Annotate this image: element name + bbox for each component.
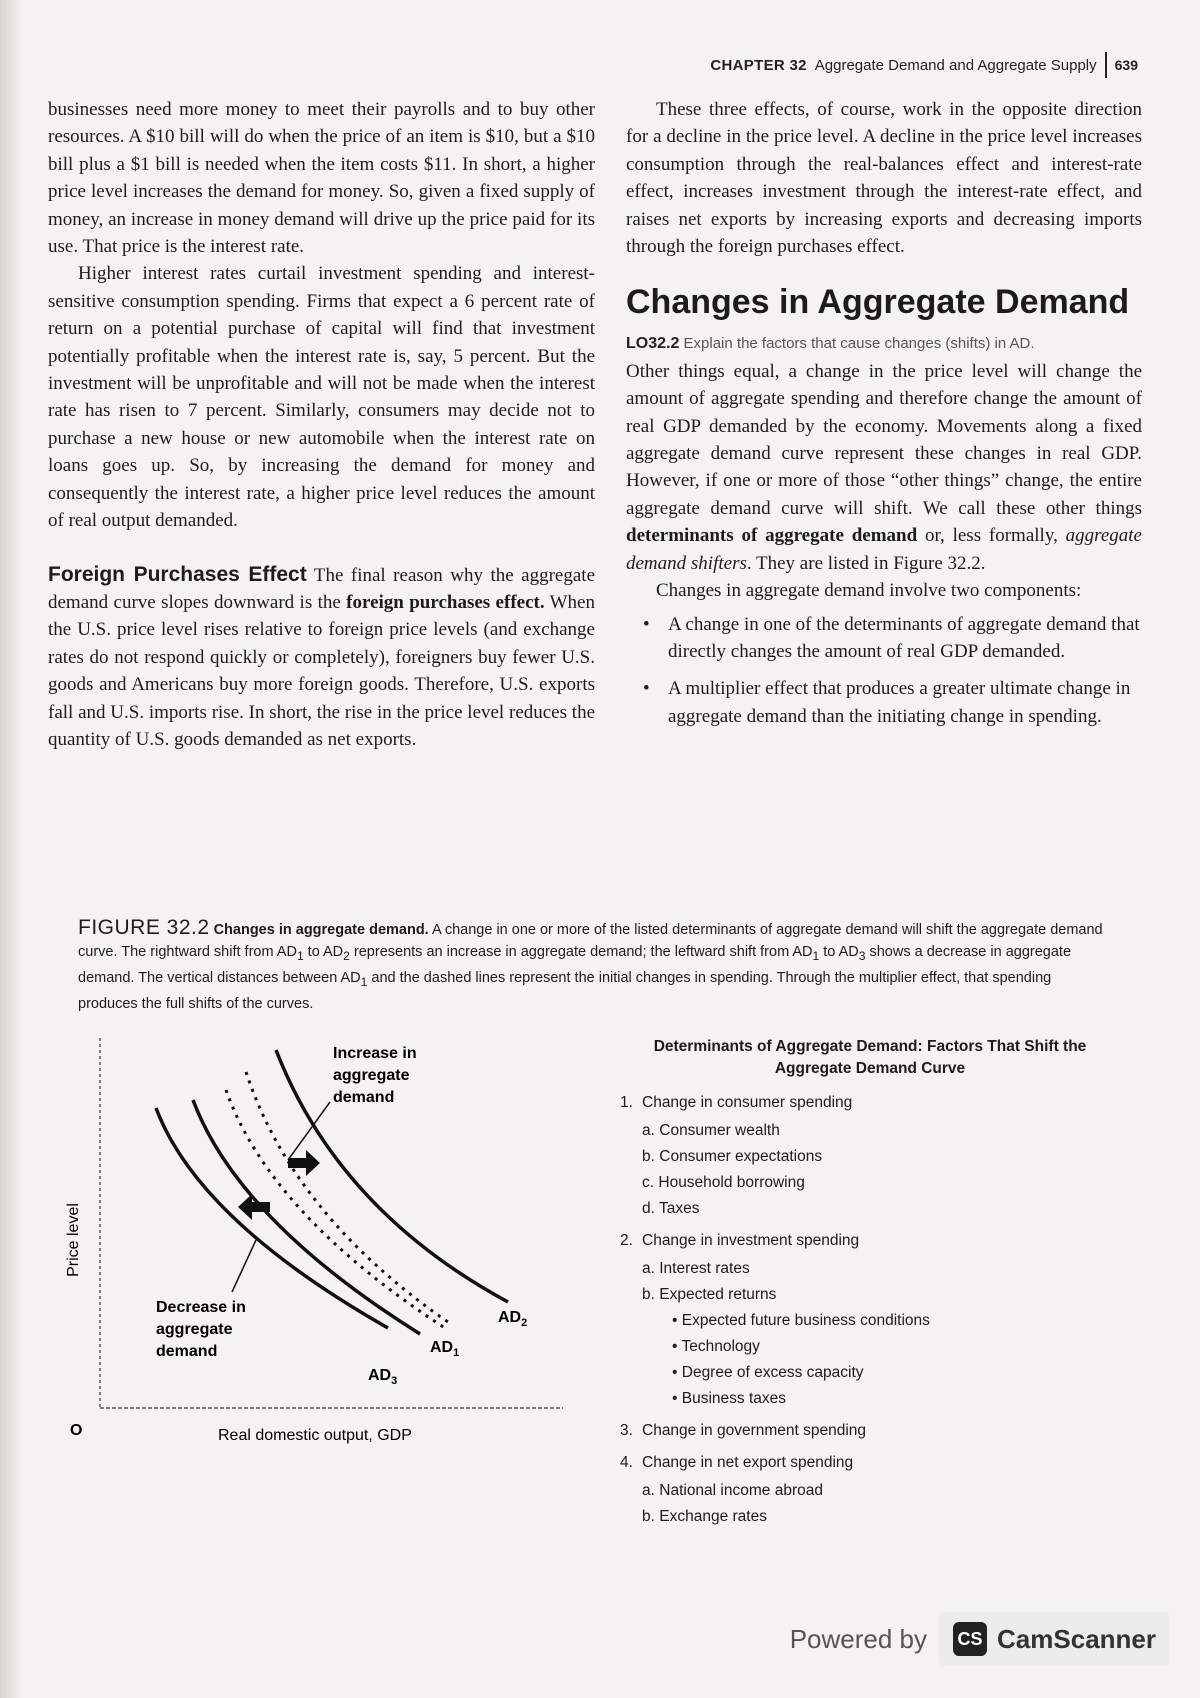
determinants-title: Determinants of Aggregate Demand: Factors That Shift the Aggregate Demand Curve	[653, 1038, 1087, 1077]
foreign-purchases-heading: Foreign Purchases Effect	[48, 562, 307, 586]
components-list	[626, 611, 1142, 731]
decrease-annotation-line1: Decrease in	[156, 1299, 246, 1316]
item-number: 1.	[620, 1094, 633, 1111]
camscanner-watermark	[790, 1612, 1170, 1666]
item-letter: c.	[642, 1174, 655, 1191]
caption-b: to AD	[303, 944, 344, 960]
increase-annotation-line1: Increase in	[333, 1045, 417, 1062]
item-label: Change in consumer spending	[642, 1094, 853, 1111]
determinants-box	[620, 1036, 1120, 1536]
list-item	[642, 1170, 1120, 1196]
lo-number: LO32.2	[626, 335, 680, 353]
camscanner-brand: CamScanner	[997, 1623, 1156, 1654]
bullet-icon: •	[672, 1338, 678, 1355]
aggregate-demand-chart	[48, 1030, 588, 1450]
item-label: Taxes	[658, 1200, 700, 1217]
determinants-term: determinants of aggregate demand	[626, 525, 918, 547]
scan-edge-shadow	[0, 0, 22, 1698]
item-label: Change in government spending	[642, 1422, 867, 1439]
origin-label: O	[70, 1422, 83, 1439]
right-paragraph-1: These three effects, of course, work in the opposite direction for a decline in the price level. A decline in the price level increases consumption through the real-balances effect and interest-rate effect, increases investment through the interest-rate effect, and raises net exports by increasing exports and decreasing imports through the foreign purchases effect.	[626, 99, 1142, 258]
subscript: 1	[360, 974, 368, 989]
subscript: 3	[858, 948, 866, 963]
caption-d: to AD	[819, 944, 859, 960]
bullet-sub-list	[672, 1308, 1120, 1412]
list-item	[672, 1360, 1120, 1386]
item-number: 3.	[620, 1422, 633, 1439]
learning-objective	[626, 330, 1142, 357]
caption-e: shows a decrease in aggregate demand. The vertical distances between AD	[78, 944, 1072, 986]
item-label: Consumer expectations	[659, 1148, 823, 1165]
decrease-annotation-line2: aggregate	[156, 1321, 233, 1338]
item-letter: b.	[642, 1508, 655, 1525]
item-label: Household borrowing	[658, 1174, 805, 1191]
item-letter: b.	[642, 1286, 655, 1303]
item-number: 4.	[620, 1454, 633, 1471]
ad2-label: $AD_2$	[498, 1309, 528, 1329]
list-item	[642, 1144, 1120, 1170]
item-label: Technology	[681, 1338, 760, 1355]
y-axis-label: Price level	[65, 1203, 82, 1277]
para2-a: Other things equal, a change in the price level will change the amount of aggregate spending and therefore change the amount of real GDP demanded by the economy. Movements along a fixed aggregate demand curve represent these changes in real GDP. However, if one or more of those “other things” change, the entire aggregate demand curve will shift. We call these other things	[626, 360, 1142, 519]
item-label: Degree of excess capacity	[681, 1364, 864, 1381]
bullet-icon: •	[643, 613, 650, 635]
decrease-annotation-line3: demand	[156, 1343, 218, 1360]
item-letter: a.	[642, 1482, 655, 1499]
caption-a: A change in one or more of the listed determinants of aggregate demand will shift the aggregate demand curve. The rightward shift from AD	[78, 922, 1103, 960]
item-letter: a.	[642, 1122, 655, 1139]
subscript: 1	[296, 948, 304, 963]
sub-list	[642, 1256, 1120, 1412]
right-paragraph-2	[626, 358, 1142, 577]
section-title: Changes in Aggregate Demand	[626, 283, 1130, 322]
powered-by-text: Powered by	[789, 1623, 928, 1654]
bullet-icon: •	[672, 1312, 678, 1329]
camscanner-badge	[939, 1612, 1170, 1666]
sub-list	[642, 1478, 1120, 1530]
item-label: Business taxes	[681, 1390, 786, 1407]
header-divider	[1105, 52, 1107, 78]
ad3-label: $AD_3$	[368, 1367, 398, 1387]
item-letter: a.	[642, 1260, 655, 1277]
subscript: 2	[343, 948, 350, 963]
caption-f: and the dashed lines represent the initial changes in spending. Through the multiplier effect, that spending produces the full shifts of the curves.	[78, 969, 1052, 1012]
increase-annotation-line3: demand	[333, 1089, 395, 1106]
list-item	[642, 1256, 1120, 1282]
list-item	[672, 1308, 1120, 1334]
increase-leader-line	[288, 1102, 330, 1160]
list-item	[642, 1282, 1120, 1412]
item-letter: b.	[642, 1148, 655, 1165]
shifters-term: aggregate demand shifters	[626, 525, 1142, 574]
item-label: Interest rates	[659, 1260, 750, 1277]
figure-label: FIGURE 32.2	[78, 916, 210, 939]
foreign-text-a: The final reason why the aggregate demand curve slopes downward is the	[48, 564, 595, 613]
bullet-icon: •	[672, 1390, 678, 1407]
item-number: 2.	[620, 1232, 633, 1249]
camscanner-logo-icon: CS	[953, 1622, 987, 1656]
lo-text: Explain the factors that cause changes (shifts) in AD.	[683, 335, 1035, 353]
bullet-text: A change in one of the determinants of aggregate demand that directly changes the amount of real GDP demanded.	[668, 613, 1140, 662]
item-label: Exchange rates	[659, 1508, 767, 1525]
item-label: National income abroad	[659, 1482, 823, 1499]
page-number: 639	[1114, 57, 1138, 73]
item-label: Expected returns	[659, 1286, 777, 1303]
chart-svg	[48, 1030, 588, 1450]
foreign-term: foreign purchases effect.	[346, 591, 545, 613]
x-axis-label: Real domestic output, GDP	[218, 1427, 412, 1444]
list-item	[620, 1450, 1120, 1530]
para2-b: or, less formally,	[917, 525, 1066, 547]
figure-title: Changes in aggregate demand.	[213, 922, 429, 938]
item-label: Change in investment spending	[642, 1232, 860, 1249]
ad2-curve	[276, 1050, 508, 1302]
list-item	[642, 1478, 1120, 1504]
right-column	[626, 96, 1142, 740]
list-item	[620, 1228, 1120, 1412]
left-column	[48, 96, 595, 753]
left-paragraph-1: businesses need more money to meet their payrolls and to buy other resources. A $10 bill will do when the price of an item is $10, but a $10 bill plus a $1 bill is needed when the item costs $11. In short, a higher price level increases the demand for money. So, given a fixed supply of money, an increase in money demand will drive up the price paid for its use. That price is the interest rate.	[48, 99, 595, 258]
list-item	[642, 1118, 1120, 1144]
decrease-leader-line	[232, 1240, 256, 1292]
bullet-text: A multiplier effect that produces a greater ultimate change in aggregate demand than the initiating change in spending.	[668, 678, 1131, 727]
list-item	[672, 1334, 1120, 1360]
para2-c: . They are listed in Figure 32.2.	[746, 552, 986, 574]
list-item	[672, 1386, 1120, 1412]
increase-annotation-line2: aggregate	[333, 1067, 410, 1084]
caption-c: represents an increase in aggregate demand; the leftward shift from AD	[349, 944, 813, 960]
list-item	[642, 1196, 1120, 1222]
subscript: 1	[812, 948, 820, 963]
list-item	[626, 611, 1142, 666]
right-paragraph-3: Changes in aggregate demand involve two components:	[656, 580, 1082, 602]
left-paragraph-2: Higher interest rates curtail investment spending and interest-sensitive consumption spending. Firms that expect a 6 percent rate of return on a potential purchase of capital will find that investment potentially profitable when the interest rate is, say, 5 percent. But the investment will be unprofitable and will not be made when the interest rate has risen to 7 percent. Similarly, consumers may decide not to purchase a new house or new automobile when the interest rate on loans goes up. So, by increasing the demand for money and consequently the interest rate, a higher price level reduces the amount of real output demanded.	[48, 263, 595, 532]
list-item	[642, 1504, 1120, 1530]
chapter-number: CHAPTER 32	[710, 56, 807, 74]
figure-caption	[78, 917, 1113, 1015]
chapter-title: Aggregate Demand and Aggregate Supply	[814, 56, 1097, 74]
item-label: Consumer wealth	[659, 1122, 780, 1139]
foreign-text-b: When the U.S. price level rises relative to foreign price levels (and exchange rates do not respond quickly or completely), foreigners buy fewer U.S. goods and Americans buy more foreign goods. Therefore, U.S. exports fall and U.S. imports rise. In short, the rise in the price level reduces the quantity of U.S. goods demanded as net exports.	[48, 591, 595, 750]
list-item	[626, 675, 1142, 730]
list-item	[620, 1090, 1120, 1222]
running-head	[710, 52, 1138, 78]
bullet-icon: •	[672, 1364, 678, 1381]
determinants-list	[620, 1090, 1120, 1530]
foreign-purchases-paragraph	[48, 561, 595, 754]
bullet-icon: •	[643, 678, 650, 700]
sub-list	[642, 1118, 1120, 1222]
item-label: Expected future business conditions	[681, 1312, 930, 1329]
item-label: Change in net export spending	[642, 1454, 854, 1471]
item-letter: d.	[642, 1200, 655, 1217]
ad1-label: $AD_1$	[430, 1339, 460, 1359]
list-item	[620, 1418, 1120, 1444]
